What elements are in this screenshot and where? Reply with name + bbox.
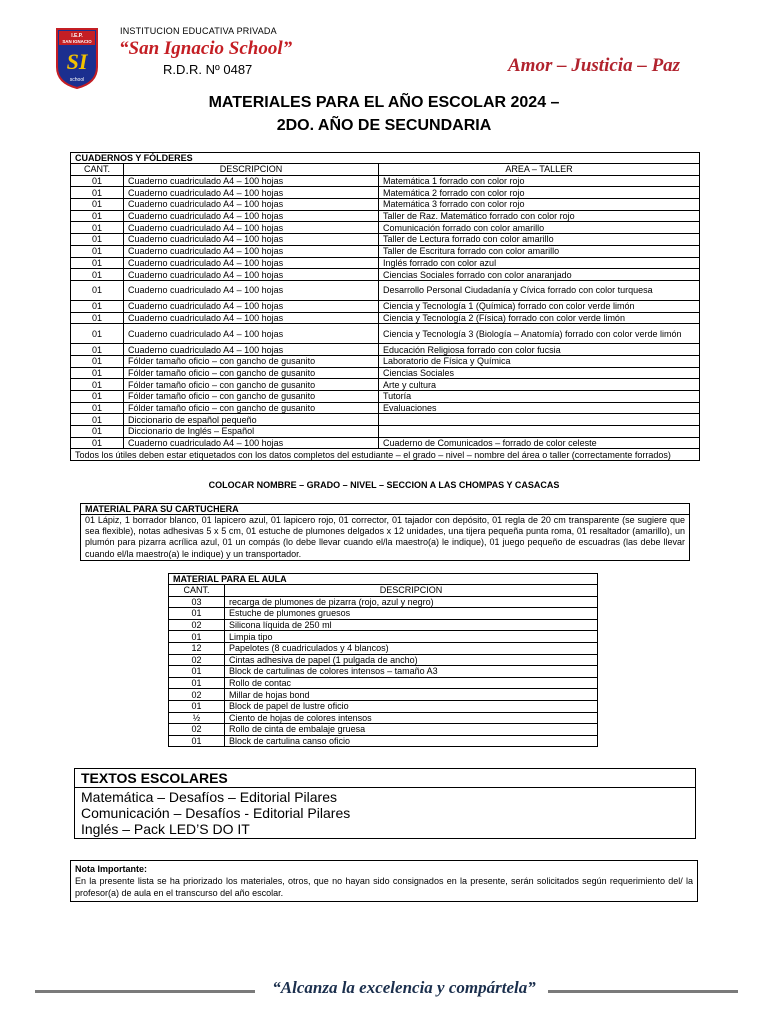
row-area: Ciencia y Tecnología 3 (Biología – Anatomía) forrado con color verde limón xyxy=(379,324,700,344)
row-desc: Cuaderno cuadriculado A4 – 100 hojas xyxy=(124,312,379,324)
aula-row xyxy=(169,608,598,620)
cuadernos-row xyxy=(71,222,700,234)
row-area: Comunicación forrado con color amarillo xyxy=(379,222,700,234)
row-cant: 01 xyxy=(71,222,124,234)
aula-row xyxy=(169,654,598,666)
aula-row-desc: Block de cartulinas de colores intensos – tamaño A3 xyxy=(225,666,598,678)
row-area: Cuaderno de Comunicados – forrado de color celeste xyxy=(379,437,700,449)
row-desc: Cuaderno cuadriculado A4 – 100 hojas xyxy=(124,187,379,199)
textos-item: Comunicación – Desafíos - Editorial Pilares xyxy=(81,805,351,821)
nota-text: En la presente lista se ha priorizado los materiales, otros, que no hayan sido consignados en la presente, serán solicitados según requerimiento del/ la profesor(a) de aula en el transcurso del año escolar. xyxy=(75,876,693,898)
row-cant: 01 xyxy=(71,367,124,379)
row-cant: 01 xyxy=(71,187,124,199)
row-desc: Diccionario de Inglés – Español xyxy=(124,426,379,438)
cuadernos-row xyxy=(71,355,700,367)
row-area: Taller de Escritura forrado con color amarillo xyxy=(379,245,700,257)
nota-title: Nota Importante: xyxy=(75,864,147,874)
aula-row-cant: 02 xyxy=(169,724,225,736)
aula-row xyxy=(169,642,598,654)
row-area: Arte y cultura xyxy=(379,379,700,391)
row-desc: Fólder tamaño oficio – con gancho de gusanito xyxy=(124,391,379,403)
aula-row xyxy=(169,689,598,701)
cuadernos-row xyxy=(71,199,700,211)
cuadernos-row xyxy=(71,344,700,356)
cuadernos-row xyxy=(71,367,700,379)
logo-bottom-text: school xyxy=(69,77,85,83)
row-desc: Cuaderno cuadriculado A4 – 100 hojas xyxy=(124,269,379,281)
row-desc: Cuaderno cuadriculado A4 – 100 hojas xyxy=(124,257,379,269)
cuadernos-row xyxy=(71,437,700,449)
aula-row-desc: Rollo de cinta de embalaje gruesa xyxy=(225,724,598,736)
row-desc: Fólder tamaño oficio – con gancho de gusanito xyxy=(124,355,379,367)
cartuchera-table xyxy=(80,503,690,561)
cuadernos-row xyxy=(71,379,700,391)
aula-row-desc: Rollo de contac xyxy=(225,677,598,689)
row-cant: 01 xyxy=(71,257,124,269)
cuadernos-row xyxy=(71,300,700,312)
aula-row-cant: 02 xyxy=(169,654,225,666)
aula-row-cant: 01 xyxy=(169,631,225,643)
aula-row-desc: Estuche de plumones gruesos xyxy=(225,608,598,620)
row-cant: 01 xyxy=(71,245,124,257)
aula-row xyxy=(169,712,598,724)
row-area: Taller de Lectura forrado con color amarillo xyxy=(379,234,700,246)
cuadernos-table xyxy=(70,152,700,461)
row-area: Inglés forrado con color azul xyxy=(379,257,700,269)
cuadernos-row xyxy=(71,402,700,414)
row-area: Evaluaciones xyxy=(379,402,700,414)
page-title-line1: MATERIALES PARA EL AÑO ESCOLAR 2024 – xyxy=(208,94,560,111)
aula-row-desc: Cintas adhesiva de papel (1 pulgada de ancho) xyxy=(225,654,598,666)
aula-row-desc: Limpia tipo xyxy=(225,631,598,643)
aula-row xyxy=(169,619,598,631)
row-cant: 01 xyxy=(71,379,124,391)
aula-row-cant: 01 xyxy=(169,735,225,747)
row-area xyxy=(379,414,700,426)
aula-row xyxy=(169,666,598,678)
aula-row-cant: 01 xyxy=(169,677,225,689)
textos-item: Matemática – Desafíos – Editorial Pilares xyxy=(81,789,337,805)
school-crest-logo xyxy=(55,27,99,89)
row-area: Matemática 3 forrado con color rojo xyxy=(379,199,700,211)
row-area: Matemática 1 forrado con color rojo xyxy=(379,175,700,187)
row-cant: 01 xyxy=(71,312,124,324)
aula-row xyxy=(169,735,598,747)
cuadernos-row xyxy=(71,257,700,269)
aula-row-desc: recarga de plumones de pizarra (rojo, azul y negro) xyxy=(225,596,598,608)
colocar-notice: COLOCAR NOMBRE – GRADO – NIVEL – SECCION A LAS CHOMPAS Y CASACAS xyxy=(208,480,560,490)
nota-box xyxy=(71,861,698,902)
row-cant: 01 xyxy=(71,344,124,356)
cuadernos-row xyxy=(71,210,700,222)
cuadernos-row xyxy=(71,234,700,246)
cuadernos-row xyxy=(71,391,700,403)
row-cant: 01 xyxy=(71,324,124,344)
cuadernos-row xyxy=(71,175,700,187)
institution-label: INSTITUCION EDUCATIVA PRIVADA xyxy=(120,26,277,36)
row-area: Laboratorio de Física y Química xyxy=(379,355,700,367)
cuadernos-section-title: CUADERNOS Y FÓLDERES xyxy=(71,153,700,164)
aula-row-desc: Ciento de hojas de colores intensos xyxy=(225,712,598,724)
aula-row-desc: Papelotes (8 cuadriculados y 4 blancos) xyxy=(225,642,598,654)
aula-row-cant: 02 xyxy=(169,689,225,701)
row-desc: Diccionario de español pequeño xyxy=(124,414,379,426)
cuadernos-note: Todos los útiles deben estar etiquetados con los datos completos del estudiante – el grado – nivel – nombre del área o taller (correctamente forrados) xyxy=(71,449,700,461)
aula-row-cant: ½ xyxy=(169,712,225,724)
row-cant: 01 xyxy=(71,280,124,300)
cuadernos-row xyxy=(71,269,700,281)
nota-table xyxy=(70,860,698,902)
row-desc: Cuaderno cuadriculado A4 – 100 hojas xyxy=(124,210,379,222)
aula-row xyxy=(169,724,598,736)
logo-name-text: SAN IGNACIO xyxy=(62,39,92,44)
school-name: “San Ignacio School” xyxy=(119,38,293,59)
aula-row-cant: 01 xyxy=(169,666,225,678)
aula-row-desc: Silicona líquida de 250 ml xyxy=(225,619,598,631)
textos-list xyxy=(75,788,696,839)
row-cant: 01 xyxy=(71,199,124,211)
row-area: Ciencias Sociales forrado con color anaranjado xyxy=(379,269,700,281)
row-area: Desarrollo Personal Ciudadanía y Cívica forrado con color turquesa xyxy=(379,280,700,300)
logo-monogram: SI xyxy=(66,49,88,74)
aula-col-header-cant: CANT. xyxy=(169,585,225,597)
aula-row-cant: 01 xyxy=(169,700,225,712)
col-header-area: AREA – TALLER xyxy=(379,164,700,176)
aula-row xyxy=(169,596,598,608)
textos-section-title: TEXTOS ESCOLARES xyxy=(75,769,696,788)
row-desc: Cuaderno cuadriculado A4 – 100 hojas xyxy=(124,199,379,211)
cuadernos-row xyxy=(71,187,700,199)
row-cant: 01 xyxy=(71,391,124,403)
footer-rule-left xyxy=(35,990,255,993)
cartuchera-section-title: MATERIAL PARA SU CARTUCHERA xyxy=(81,504,690,515)
row-desc: Cuaderno cuadriculado A4 – 100 hojas xyxy=(124,324,379,344)
cuadernos-row xyxy=(71,426,700,438)
aula-table xyxy=(168,573,598,747)
row-desc: Cuaderno cuadriculado A4 – 100 hojas xyxy=(124,222,379,234)
cuadernos-row xyxy=(71,280,700,300)
school-motto: Amor – Justicia – Paz xyxy=(508,55,681,76)
row-cant: 01 xyxy=(71,355,124,367)
aula-row-cant: 02 xyxy=(169,619,225,631)
aula-col-header-desc: DESCRIPCION xyxy=(225,585,598,597)
footer-slogan: “Alcanza la excelencia y compártela” xyxy=(272,978,536,997)
resolution-number: R.D.R. Nº 0487 xyxy=(163,62,253,77)
row-cant: 01 xyxy=(71,414,124,426)
logo-top-text: I.E.P. xyxy=(71,33,83,39)
aula-row xyxy=(169,677,598,689)
row-cant: 01 xyxy=(71,210,124,222)
row-desc: Cuaderno cuadriculado A4 – 100 hojas xyxy=(124,344,379,356)
row-cant: 01 xyxy=(71,175,124,187)
textos-table xyxy=(74,768,696,839)
cuadernos-row xyxy=(71,414,700,426)
cuadernos-row xyxy=(71,324,700,344)
row-cant: 01 xyxy=(71,269,124,281)
cartuchera-list-text: 01 Lápiz, 1 borrador blanco, 01 lapicero azul, 01 lapicero rojo, 01 corrector, 01 tajador con depósito, 01 regla de 20 cm transparente (se sugiere que sea flexible), notas adhesivas 5 x 5 cm, 01 estuche de plumones delgados x 12 unidades, una tijera pequeña punta roma, 01 resaltador (amarillo), un plumón para pizarra acrílica azul, 01 un compás (lo debe llevar cuando el/la maestro(a) le indique), 01 juego pequeño de escuadras (las debe llevar cuando el/la maestro(a) le indique) y un transportador. xyxy=(81,515,690,561)
aula-row-desc: Block de papel de lustre oficio xyxy=(225,700,598,712)
col-header-cant: CANT. xyxy=(71,164,124,176)
row-cant: 01 xyxy=(71,437,124,449)
row-desc: Cuaderno cuadriculado A4 – 100 hojas xyxy=(124,437,379,449)
row-desc: Cuaderno cuadriculado A4 – 100 hojas xyxy=(124,245,379,257)
row-area xyxy=(379,426,700,438)
row-desc: Fólder tamaño oficio – con gancho de gusanito xyxy=(124,379,379,391)
row-cant: 01 xyxy=(71,234,124,246)
row-desc: Fólder tamaño oficio – con gancho de gusanito xyxy=(124,367,379,379)
col-header-desc: DESCRIPCION xyxy=(124,164,379,176)
aula-row-cant: 01 xyxy=(169,608,225,620)
row-area: Ciencia y Tecnología 2 (Física) forrado con color verde limón xyxy=(379,312,700,324)
textos-item: Inglés – Pack LED’S DO IT xyxy=(81,821,250,837)
page-title-line2: 2DO. AÑO DE SECUNDARIA xyxy=(276,117,492,134)
aula-row xyxy=(169,631,598,643)
row-cant: 01 xyxy=(71,402,124,414)
aula-row xyxy=(169,700,598,712)
aula-section-title: MATERIAL PARA EL AULA xyxy=(169,574,598,585)
aula-row-cant: 03 xyxy=(169,596,225,608)
row-area: Tutoría xyxy=(379,391,700,403)
row-desc: Fólder tamaño oficio – con gancho de gusanito xyxy=(124,402,379,414)
cuadernos-row xyxy=(71,312,700,324)
aula-row-cant: 12 xyxy=(169,642,225,654)
row-desc: Cuaderno cuadriculado A4 – 100 hojas xyxy=(124,280,379,300)
row-area: Educación Religiosa forrado con color fucsia xyxy=(379,344,700,356)
row-area: Ciencias Sociales xyxy=(379,367,700,379)
row-area: Ciencia y Tecnología 1 (Química) forrado con color verde limón xyxy=(379,300,700,312)
row-desc: Cuaderno cuadriculado A4 – 100 hojas xyxy=(124,234,379,246)
aula-row-desc: Block de cartulina canso oficio xyxy=(225,735,598,747)
row-desc: Cuaderno cuadriculado A4 – 100 hojas xyxy=(124,300,379,312)
row-area: Taller de Raz. Matemático forrado con color rojo xyxy=(379,210,700,222)
footer-rule-right xyxy=(548,990,738,993)
cuadernos-row xyxy=(71,245,700,257)
aula-row-desc: Millar de hojas bond xyxy=(225,689,598,701)
row-area: Matemática 2 forrado con color rojo xyxy=(379,187,700,199)
row-cant: 01 xyxy=(71,300,124,312)
row-desc: Cuaderno cuadriculado A4 – 100 hojas xyxy=(124,175,379,187)
row-cant: 01 xyxy=(71,426,124,438)
